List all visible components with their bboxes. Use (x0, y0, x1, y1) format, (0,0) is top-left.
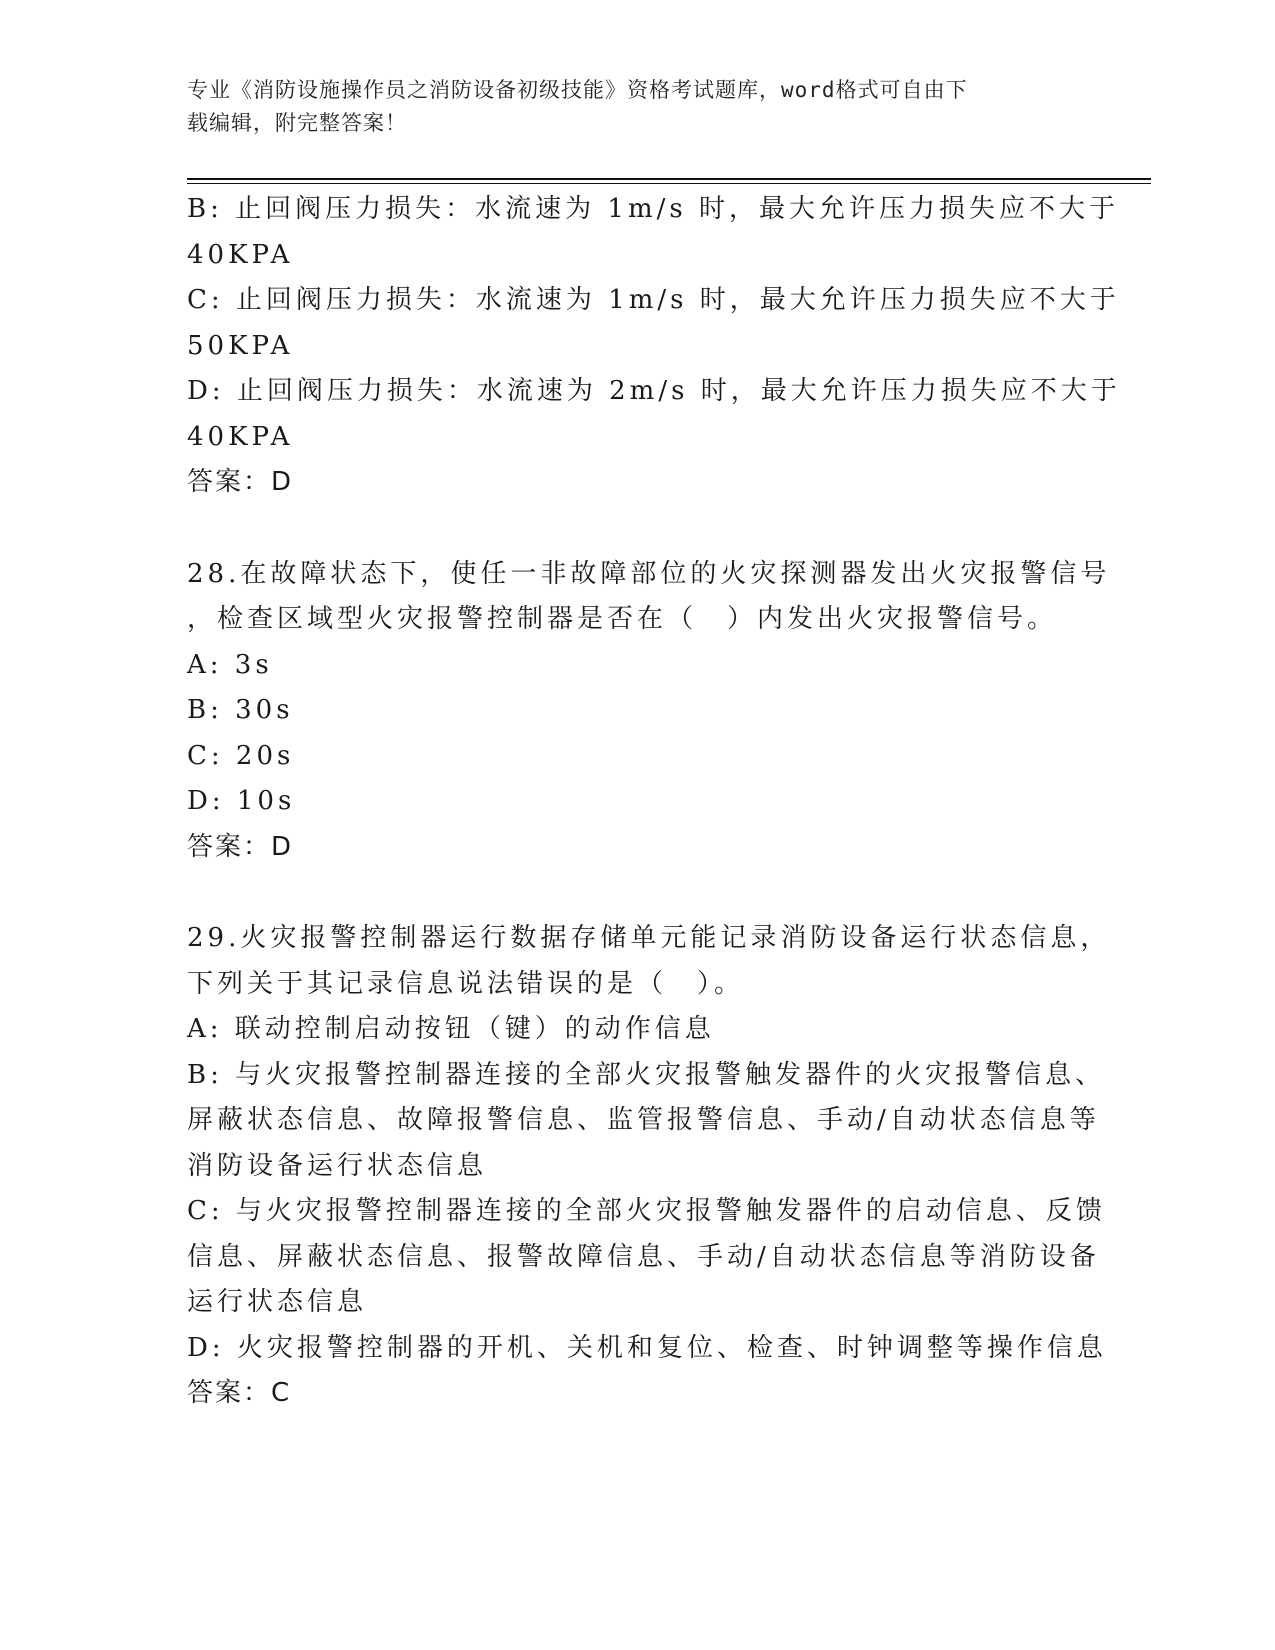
answer: 答案：D (187, 831, 294, 862)
question-27-continued (187, 187, 1121, 506)
option-d: D: 10s (187, 786, 296, 816)
option-b-cont: 40KPA (187, 239, 294, 270)
question-list (187, 187, 1121, 1417)
option-a: A: 联动控制启动按钮（键）的动作信息 (187, 1014, 715, 1044)
question-stem: 29.火灾报警控制器运行数据存储单元能记录消防设备运行状态信息， (187, 923, 1111, 953)
option-b-cont: 屏蔽状态信息、故障报警信息、监管报警信息、手动/自动状态信息等 (187, 1105, 1100, 1135)
option-c-cont: 运行状态信息 (187, 1287, 368, 1317)
option-b: B: 与火灾报警控制器连接的全部火灾报警触发器件的火灾报警信息、 (187, 1059, 1106, 1090)
question-stem-cont: 下列关于其记录信息说法错误的是（ ）。 (187, 968, 745, 999)
question-29 (187, 916, 1111, 1417)
option-b-cont: 消防设备运行状态信息 (187, 1150, 488, 1181)
option-d: D: 止回阀压力损失：水流速为 2m/s 时，最大允许压力损失应不大于 (187, 376, 1121, 406)
option-c: C: 止回阀压力损失：水流速为 1m/s 时，最大允许压力损失应不大于 (187, 285, 1120, 315)
option-a: A: 3s (187, 649, 273, 680)
question-28 (187, 552, 1111, 871)
option-c-cont: 信息、屏蔽状态信息、报警故障信息、手动/自动状态信息等消防设备 (187, 1241, 1100, 1272)
option-b: B: 30s (187, 695, 294, 725)
option-b: B: 止回阀压力损失：水流速为 1m/s 时，最大允许压力损失应不大于 (187, 194, 1119, 224)
header-line-1: 专业《消防设施操作员之消防设备初级技能》资格考试题库，word格式可自由下 (187, 78, 968, 102)
option-d-cont: 40KPA (187, 421, 294, 452)
answer: 答案：D (187, 467, 294, 497)
question-stem: 28.在故障状态下，使任一非故障部位的火灾探测器发出火灾报警信号 (187, 558, 1111, 589)
header-line-2: 载编辑，附完整答案！ (187, 111, 407, 135)
option-c: C: 与火灾报警控制器连接的全部火灾报警触发器件的启动信息、反馈 (187, 1196, 1106, 1226)
answer: 答案：C (187, 1378, 292, 1408)
option-c-cont: 50KPA (187, 330, 294, 361)
option-d: D: 火灾报警控制器的开机、关机和复位、检查、时钟调整等操作信息 (187, 1332, 1107, 1363)
option-c: C: 20s (187, 740, 295, 771)
question-spacer (187, 506, 1067, 552)
document-header (187, 74, 1067, 140)
header-rule-thick (187, 178, 1151, 180)
question-stem-cont: ，检查区域型火灾报警控制器是否在（ ）内发出火灾报警信号。 (187, 604, 1058, 634)
question-spacer (187, 870, 1067, 916)
header-rule-thin (187, 183, 1151, 184)
